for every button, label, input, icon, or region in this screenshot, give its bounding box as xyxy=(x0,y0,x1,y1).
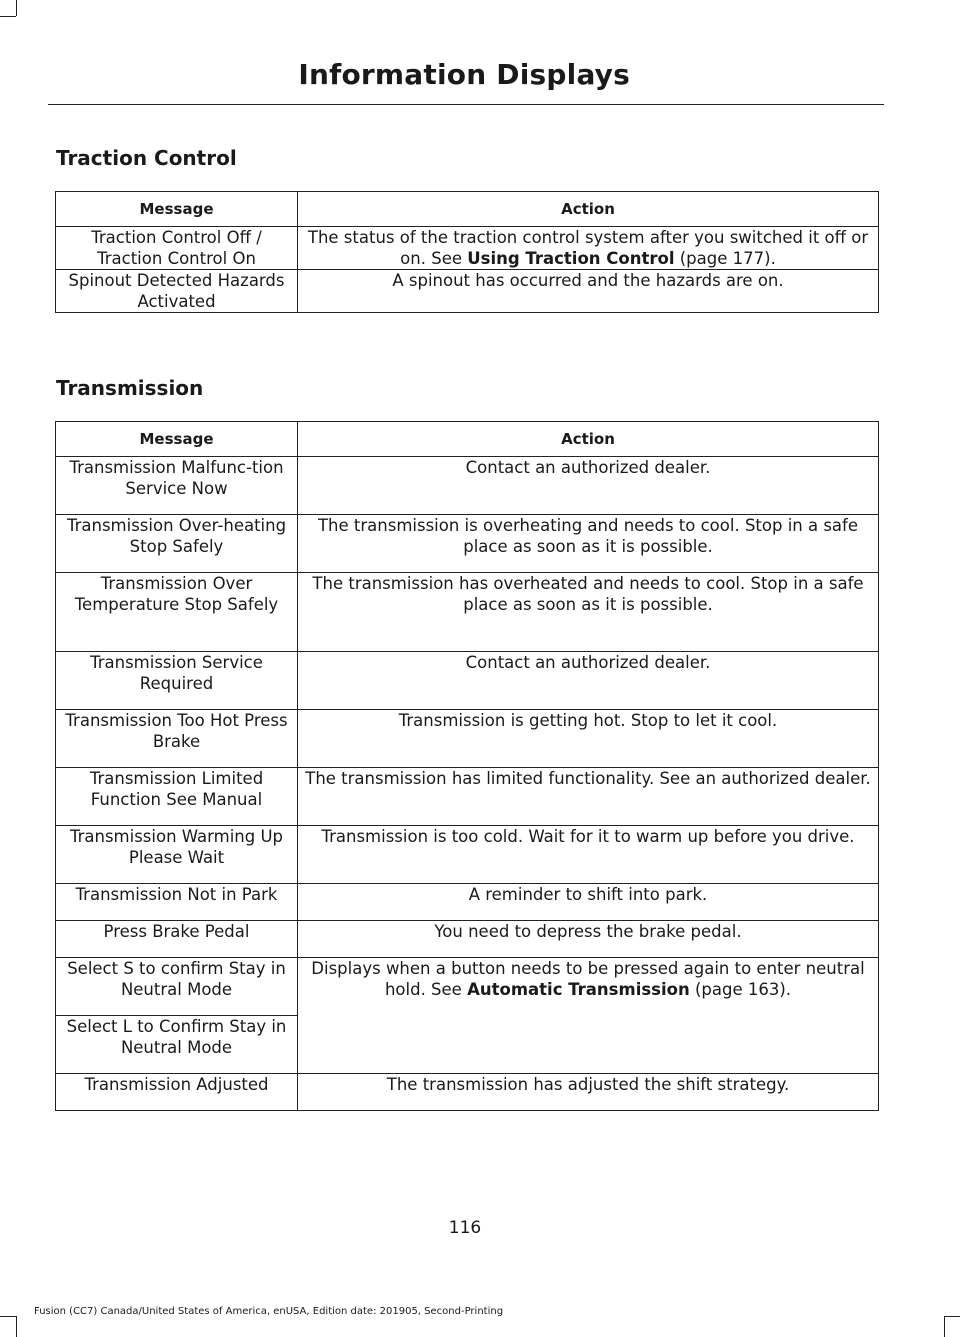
table-header-row xyxy=(56,192,879,227)
table-row xyxy=(56,227,879,270)
message-cell: Transmission Limited Function See Manual xyxy=(56,768,298,826)
cross-reference-link[interactable]: Automatic Transmission xyxy=(467,980,690,999)
message-cell: Spinout Detected Hazards Activated xyxy=(56,270,298,313)
column-header-action: Action xyxy=(298,192,879,227)
action-cell: The transmission has overheated and needs to cool. Stop in a safe place as soon as it is possible. xyxy=(298,573,879,652)
crop-mark xyxy=(0,1316,16,1317)
crop-mark xyxy=(0,16,16,17)
traction-table xyxy=(55,191,879,313)
action-cell: A reminder to shift into park. xyxy=(298,884,879,921)
table-row xyxy=(56,884,879,921)
message-cell: Transmission Adjusted xyxy=(56,1074,298,1111)
header-divider xyxy=(48,104,884,105)
table-row xyxy=(56,573,879,652)
table-row xyxy=(56,515,879,573)
message-cell: Press Brake Pedal xyxy=(56,921,298,958)
action-cell xyxy=(298,958,879,1074)
action-text: (page 177). xyxy=(674,249,776,268)
column-header-message: Message xyxy=(56,192,298,227)
action-cell: Transmission is getting hot. Stop to let it cool. xyxy=(298,710,879,768)
action-cell: The transmission is overheating and needs to cool. Stop in a safe place as soon as it is possible. xyxy=(298,515,879,573)
section-title-traction: Traction Control xyxy=(56,146,237,170)
crop-mark xyxy=(944,1316,960,1317)
action-cell: Contact an authorized dealer. xyxy=(298,457,879,515)
footer-edition-info: Fusion (CC7) Canada/United States of America, enUSA, Edition date: 201905, Second-Printing xyxy=(34,1306,504,1317)
message-cell: Select S to confirm Stay in Neutral Mode xyxy=(56,958,298,1016)
message-cell: Transmission Malfunc-tion Service Now xyxy=(56,457,298,515)
section-title-transmission: Transmission xyxy=(56,376,204,400)
action-cell: A spinout has occurred and the hazards are on. xyxy=(298,270,879,313)
message-cell: Transmission Warming Up Please Wait xyxy=(56,826,298,884)
message-cell: Transmission Too Hot Press Brake xyxy=(56,710,298,768)
table-row xyxy=(56,270,879,313)
action-cell: Transmission is too cold. Wait for it to warm up before you drive. xyxy=(298,826,879,884)
crop-mark xyxy=(16,0,17,16)
message-cell: Traction Control Off / Traction Control On xyxy=(56,227,298,270)
column-header-message: Message xyxy=(56,422,298,457)
action-text: (page 163). xyxy=(689,980,792,999)
page-number: 116 xyxy=(448,1218,482,1238)
table-row xyxy=(56,457,879,515)
action-text: The status of the traction control system after you switched it off or on. See xyxy=(307,228,869,268)
message-cell: Transmission Not in Park xyxy=(56,884,298,921)
page-title: Information Displays xyxy=(298,58,630,91)
table-row xyxy=(56,921,879,958)
table-row xyxy=(56,652,879,710)
cross-reference-link[interactable]: Using Traction Control xyxy=(467,249,675,268)
action-text: Displays when a button needs to be pressed again to enter neutral hold. See xyxy=(311,959,865,999)
message-cell: Select L to Confirm Stay in Neutral Mode xyxy=(56,1016,298,1074)
action-cell xyxy=(298,227,879,270)
table-header-row xyxy=(56,422,879,457)
action-cell: The transmission has adjusted the shift strategy. xyxy=(298,1074,879,1111)
crop-mark xyxy=(16,1316,17,1337)
message-cell: Transmission Over-heating Stop Safely xyxy=(56,515,298,573)
action-cell: Contact an authorized dealer. xyxy=(298,652,879,710)
action-cell: You need to depress the brake pedal. xyxy=(298,921,879,958)
message-cell: Transmission Service Required xyxy=(56,652,298,710)
table-row xyxy=(56,768,879,826)
message-cell: Transmission Over Temperature Stop Safely xyxy=(56,573,298,652)
crop-mark xyxy=(944,1316,945,1337)
transmission-table xyxy=(55,421,879,1111)
table-row xyxy=(56,826,879,884)
column-header-action: Action xyxy=(298,422,879,457)
action-cell: The transmission has limited functionality. See an authorized dealer. xyxy=(298,768,879,826)
table-row xyxy=(56,958,879,1016)
table-row xyxy=(56,710,879,768)
table-row xyxy=(56,1074,879,1111)
